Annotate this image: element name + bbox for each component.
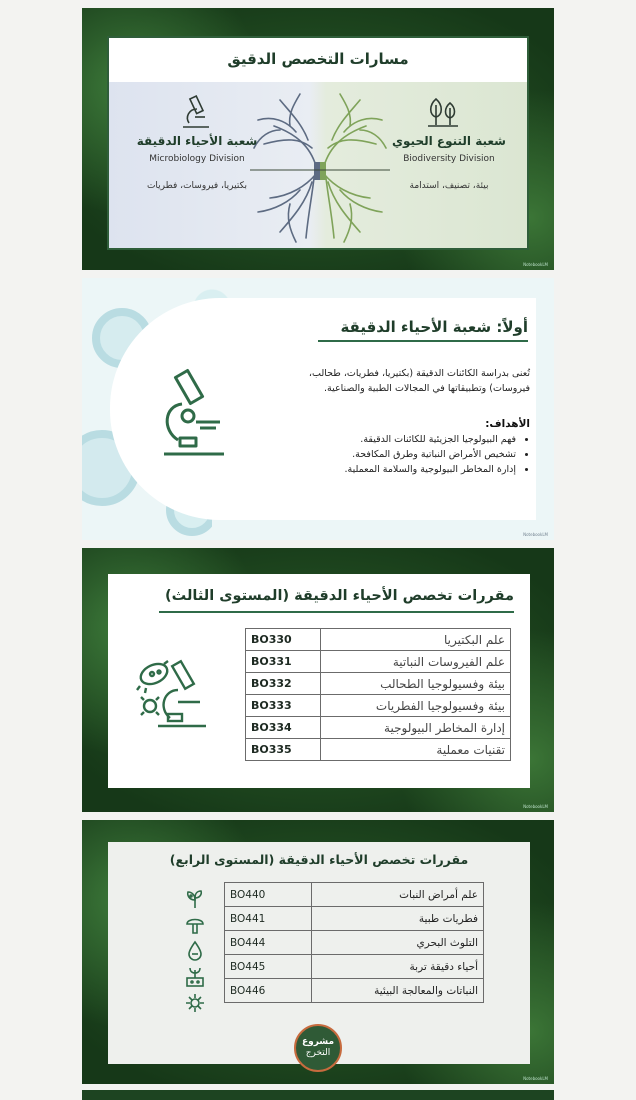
course-name: علم الفيروسات النباتية <box>321 651 511 673</box>
course-name: التلوث البحري <box>312 931 484 955</box>
table-row <box>246 717 511 739</box>
slide-level4-courses <box>82 820 554 1084</box>
course-name: أحياء دقيقة تربة <box>312 955 484 979</box>
goal-item: • إدارة المخاطر البيولوجية والسلامة المعملية. <box>276 462 516 477</box>
course-icons <box>184 886 212 1014</box>
slide-title: مقررات تخصص الأحياء الدقيقة (المستوى الثالث) <box>165 588 514 604</box>
bioremediation-icon <box>184 992 206 1014</box>
slide-card <box>107 36 529 250</box>
table-row <box>246 651 511 673</box>
goals-list <box>276 432 530 477</box>
slide-level3-courses <box>82 548 554 812</box>
course-name: بيئة وفسيولوجيا الطحالب <box>321 673 511 695</box>
plant-disease-icon <box>184 888 206 910</box>
slide-title: مسارات التخصص الدقيق <box>227 50 409 68</box>
course-name: علم البكتيريا <box>321 629 511 651</box>
course-code: BO330 <box>246 629 321 651</box>
course-code: BO332 <box>246 673 321 695</box>
course-code: BO334 <box>246 717 321 739</box>
microbiology-keywords: بكتيريا، فيروسات، فطريات <box>146 181 248 191</box>
table-row <box>225 883 484 907</box>
table-row <box>225 955 484 979</box>
table-row <box>225 979 484 1003</box>
course-name: بيئة وفسيولوجيا الفطريات <box>321 695 511 717</box>
course-code: BO335 <box>246 739 321 761</box>
table-row <box>246 673 511 695</box>
course-name: علم أمراض النبات <box>312 883 484 907</box>
microscope-icon <box>181 95 211 129</box>
title-underline <box>159 611 514 613</box>
course-name: النباتات والمعالجة البيئية <box>312 979 484 1003</box>
graduation-project-badge <box>294 1024 342 1072</box>
trees-icon <box>426 95 460 129</box>
course-name: فطريات طبية <box>312 907 484 931</box>
watermark: NotebookLM <box>523 262 548 267</box>
microscope-icon <box>158 366 230 458</box>
course-code: BO333 <box>246 695 321 717</box>
table-row <box>225 931 484 955</box>
watermark: NotebookLM <box>523 532 548 537</box>
microbiology-name-ar: شعبة الأحياء الدقيقة <box>136 134 258 148</box>
goal-item: • تشخيص الأمراض النباتية وطرق المكافحة. <box>276 447 516 462</box>
bacteria-microscope-icon <box>134 656 210 732</box>
biodiversity-name-en: Biodiversity Division <box>403 154 495 164</box>
slide-microbiology-intro <box>82 278 554 540</box>
next-slide-edge <box>82 1090 554 1100</box>
course-code: BO444 <box>225 931 312 955</box>
mushroom-icon <box>184 914 206 936</box>
watermark: NotebookLM <box>523 804 548 809</box>
table-row <box>225 907 484 931</box>
soil-microbe-icon <box>184 966 206 988</box>
goal-item: • فهم البيولوجيا الجزيئية للكائنات الدقيقة. <box>276 432 516 447</box>
biodiversity-keywords: بيئة، تصنيف، استدامة <box>409 181 489 191</box>
course-name: تقنيات معملية <box>321 739 511 761</box>
table-row <box>246 739 511 761</box>
watermark: NotebookLM <box>523 1076 548 1081</box>
slide-title: مقررات تخصص الأحياء الدقيقة (المستوى الرابع) <box>169 852 469 867</box>
slide-title: أولاً: شعبة الأحياء الدقيقة <box>340 318 528 336</box>
description: تُعنى بدراسة الكائنات الدقيقة (بكتيريا، فطريات، طحالب، فيروسات) وتطبيقاتها في المجالات الطبية والصناعية. <box>308 368 530 394</box>
badge-line-1: مشروع <box>301 1037 335 1047</box>
course-code: BO445 <box>225 955 312 979</box>
course-code: BO331 <box>246 651 321 673</box>
course-name: إدارة المخاطر البيولوجية <box>321 717 511 739</box>
courses-table <box>245 628 511 761</box>
goals-heading: الأهداف: <box>485 418 530 430</box>
biodiversity-name-ar: شعبة التنوع الحيوي <box>392 134 506 148</box>
table-row <box>246 629 511 651</box>
water-pollution-icon <box>184 940 206 962</box>
course-code: BO446 <box>225 979 312 1003</box>
courses-table <box>224 882 484 1003</box>
microbiology-name-en: Microbiology Division <box>149 154 245 164</box>
table-row <box>246 695 511 717</box>
badge-line-2: التخرج <box>305 1048 331 1058</box>
course-code: BO441 <box>225 907 312 931</box>
tree-icon <box>250 86 390 246</box>
slide-specialization-paths <box>82 8 554 270</box>
title-underline <box>318 340 528 342</box>
course-code: BO440 <box>225 883 312 907</box>
